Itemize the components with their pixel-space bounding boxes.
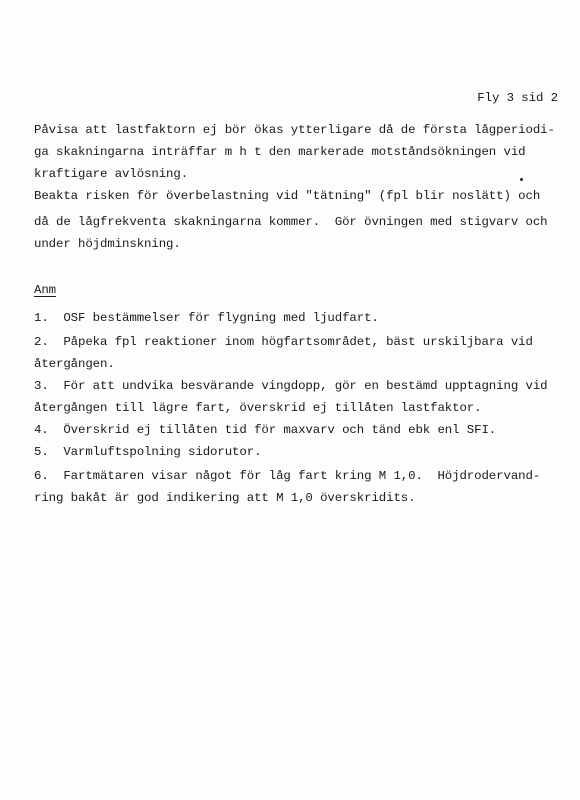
note-line: 5. Varmluftspolning sidorutor. bbox=[34, 445, 262, 459]
note-line: 1. OSF bestämmelser för flygning med ljudfart. bbox=[34, 311, 379, 325]
page-reference: Fly 3 sid 2 bbox=[477, 91, 558, 105]
note-line: 6. Fartmätaren visar något för låg fart kring M 1,0. Höjdrodervand- bbox=[34, 469, 541, 483]
note-line: 2. Påpeka fpl reaktioner inom högfartsområdet, bäst urskiljbara vid bbox=[34, 335, 533, 349]
intro-line: Påvisa att lastfaktorn ej bör ökas ytterligare då de första lågperiodi- bbox=[34, 123, 555, 137]
intro-line: Beakta risken för överbelastning vid "tätning" (fpl blir noslätt) och bbox=[34, 189, 541, 203]
note-line: 3. För att undvika besvärande vingdopp, gör en bestämd upptagning vid bbox=[34, 379, 548, 393]
intro-line: kraftigare avlösning. bbox=[34, 167, 189, 181]
anm-heading: Anm bbox=[34, 283, 57, 297]
note-line: ring bakåt är god indikering att M 1,0 överskridits. bbox=[34, 491, 416, 505]
intro-line: då de lågfrekventa skakningarna kommer. Gör övningen med stigvarv och bbox=[34, 215, 548, 229]
note-line: återgången till lägre fart, överskrid ej tillåten lastfaktor. bbox=[34, 401, 482, 415]
note-line: 4. Överskrid ej tillåten tid för maxvarv och tänd ebk enl SFI. bbox=[34, 423, 497, 437]
stray-dot-mark bbox=[520, 178, 523, 181]
intro-line: under höjdminskning. bbox=[34, 237, 181, 251]
intro-line: ga skakningarna inträffar m h t den markerade motståndsökningen vid bbox=[34, 145, 526, 159]
note-line: återgången. bbox=[34, 357, 115, 371]
